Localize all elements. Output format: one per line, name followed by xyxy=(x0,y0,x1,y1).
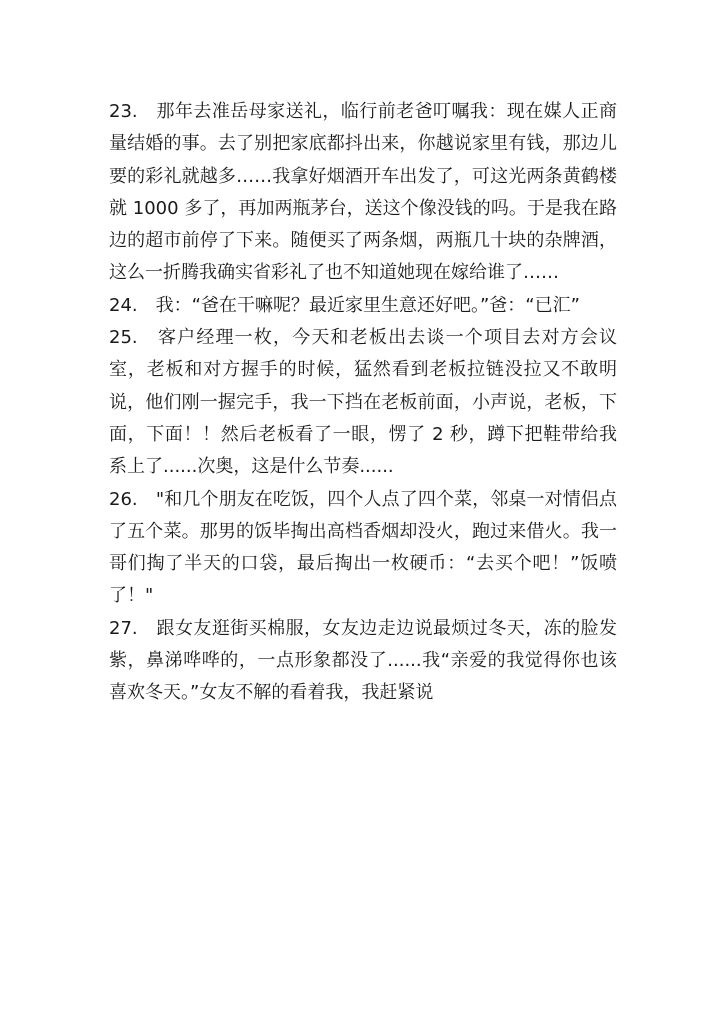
document-page xyxy=(109,96,617,710)
entry-25: 25. 客户经理一枚，今天和老板出去谈一个项目去对方会议室，老板和对方握手的时候，猛然看到老板拉链没拉又不敢明说，他们刚一握完手，我一下挡在老板前面，小声说，老板，下面，下面！！然后老板看了一眼，愣了 2 秒，蹲下把鞋带给我系上了......次奥，这是什么节奏...... xyxy=(109,327,617,478)
entry-27: 27. 跟女友逛街买棉服，女友边走边说最烦过冬天，冻的脸发紫，鼻涕哗哗的，一点形象都没了......我“亲爱的我觉得你也该喜欢冬天。”女友不解的看着我，我赶紧说 xyxy=(109,617,617,704)
entry-26: 26. "和几个朋友在吃饭，四个人点了四个菜，邻桌一对情侣点了五个菜。那男的饭毕掏出高档香烟却没火，跑过来借火。我一哥们掏了半天的口袋，最后掏出一枚硬币：“去买个吧！”饭喷了！" xyxy=(109,488,617,607)
entry-24: 24. 我：“爸在干嘛呢？最近家里生意还好吧。”爸：“已汇” xyxy=(109,294,580,316)
entry-23: 23. 那年去准岳母家送礼，临行前老爸叮嘱我：现在媒人正商量结婚的事。去了别把家底都抖出来，你越说家里有钱，那边儿要的彩礼就越多……我拿好烟酒开车出发了，可这光两条黄鹤楼就 1000 多了，再加两瓶茅台，送这个像没钱的吗。于是我在路边的超市前停了下来。随便买了两条烟，两瓶几十块的杂牌酒，这么一折腾我确实省彩礼了也不知道她现在嫁给谁了…… xyxy=(109,101,617,284)
